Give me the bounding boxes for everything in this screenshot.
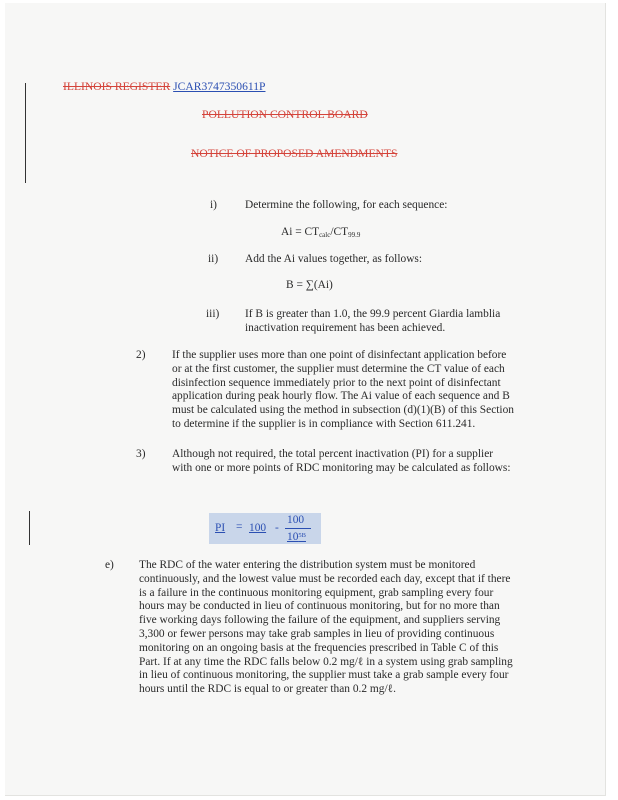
text-line: hours until the RDC is equal to or greater than 0.2 mg/ℓ. — [139, 683, 396, 696]
register-code: JCAR3747350611P — [173, 80, 266, 93]
text-line: Although not required, the total percent inactivation (PI) for a supplier — [172, 448, 494, 460]
formula-minus: - — [275, 522, 279, 534]
change-bar-top — [25, 83, 26, 183]
section-e-number: e) — [105, 559, 114, 571]
step-ii-number: ii) — [208, 253, 219, 265]
formula-pi: PI — [215, 522, 226, 534]
text-line: continuously, and the lowest value must be recorded each day, except that if there — [139, 572, 511, 585]
text-line: disinfection sequence immediately prior to the next point of disinfectant — [172, 376, 501, 389]
step-i-text: Determine the following, for each sequence: — [245, 199, 448, 211]
formula-denominator: $10^{5B}$ — [287, 531, 306, 543]
equation-b: B = ∑(Ai) — [286, 279, 333, 291]
text-line: The RDC of the water entering the distribution system must be monitored — [139, 559, 476, 571]
text-line: is a failure in the continuous monitoring equipment, grab sampling every four — [139, 586, 494, 599]
formula-numerator: 100 — [287, 514, 305, 526]
item-3-body — [172, 448, 511, 476]
board-title: POLLUTION CONTROL BOARD — [202, 108, 368, 121]
step-iii-number: iii) — [206, 308, 220, 320]
formula-equals: = — [236, 521, 243, 533]
step-iii-line-1: If B is greater than 1.0, the 99.9 percent Giardia lamblia — [245, 308, 501, 320]
text-line: to determine if the supplier is in compliance with Section 611.241. — [172, 417, 476, 430]
step-ii-text: Add the Ai values together, as follows: — [245, 253, 423, 265]
step-i-number: i) — [210, 199, 217, 211]
text-line: If the supplier uses more than one point of disinfectant application before — [172, 349, 507, 361]
item-2-number: 2) — [136, 349, 146, 361]
text-line: with one or more points of RDC monitoring may be calculated as follows: — [172, 461, 511, 474]
section-e-body — [139, 559, 513, 697]
text-line: application during peak hourly flow. The Ai value of each sequence and B — [172, 390, 510, 403]
register-title: ILLINOIS REGISTER — [63, 80, 171, 93]
item-2-body — [172, 349, 514, 432]
formula-hundred: 100 — [249, 522, 267, 534]
equation-ai: $Ai = CT_{calc}/CT_{99.9}$ — [281, 226, 361, 239]
text-line: must be calculated using the method in subsection (d)(1)(B) of this Section — [172, 404, 514, 417]
text-line: hours may be conducted in lieu of continuous monitoring, but for no more than — [139, 600, 500, 613]
text-line: monitoring on an ongoing basis at the frequencies prescribed in Table C of this — [139, 641, 499, 654]
text-line: five working days following the failure of the equipment, and suppliers serving — [139, 614, 501, 627]
text-line: or at the first customer, the supplier must determine the CT value of each — [172, 362, 505, 375]
document-page — [5, 3, 606, 796]
text-line: Part. If at any time the RDC falls below 0.2 mg/ℓ in a system using grab sampling — [139, 655, 513, 668]
step-iii-line-2: inactivation requirement has been achieved. — [245, 322, 446, 334]
register-header — [63, 80, 265, 93]
notice-title: NOTICE OF PROPOSED AMENDMENTS — [191, 147, 398, 160]
text-line: 3,300 or fewer persons may take grab samples in lieu of providing continuous — [139, 627, 495, 640]
item-3-number: 3) — [136, 448, 146, 460]
text-line: in lieu of continuous monitoring, the supplier must take a grab sample every four — [139, 669, 509, 682]
change-bar-formula — [29, 511, 30, 545]
pi-formula — [209, 513, 321, 544]
